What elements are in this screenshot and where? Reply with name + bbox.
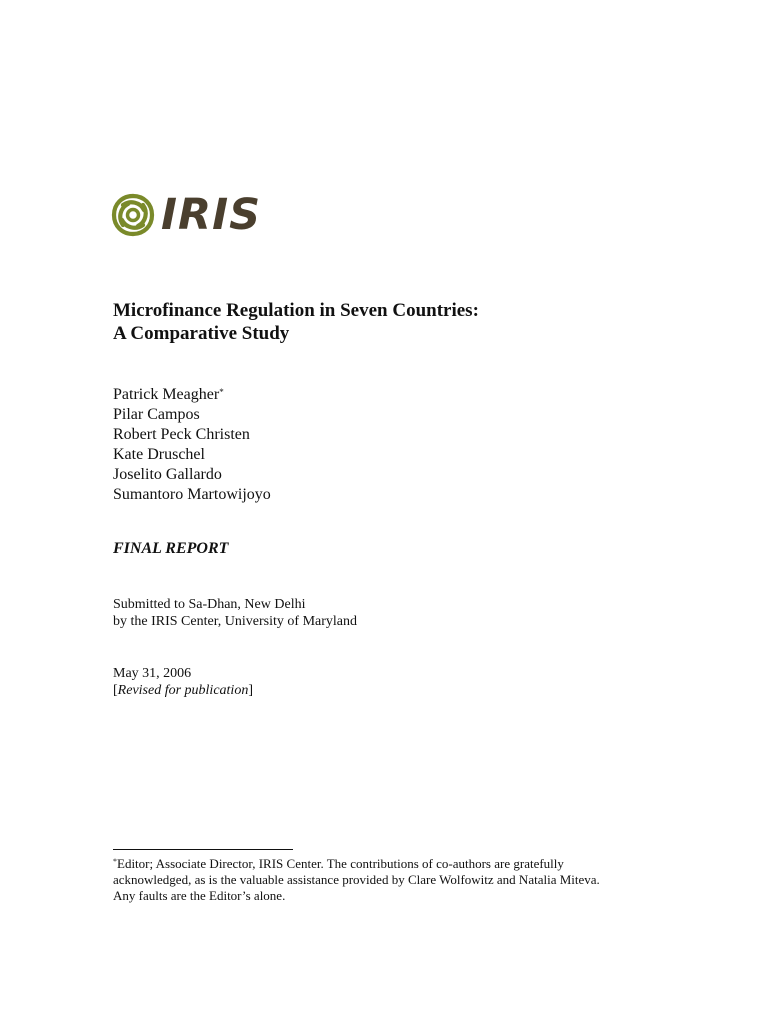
date-block (113, 665, 253, 699)
author-item: Joselito Gallardo (113, 466, 222, 483)
footnote-divider (113, 849, 293, 850)
title-line-2: A Comparative Study (113, 323, 290, 344)
footnote-line-3: Any faults are the Editor’s alone. (113, 888, 286, 903)
title-line-1: Microfinance Regulation in Seven Countries: (113, 300, 479, 321)
author-footnote-marker: * (219, 387, 224, 397)
revision-note (113, 682, 253, 699)
footnote (113, 856, 653, 904)
footnote-text-1: Editor; Associate Director, IRIS Center. The contributions of co-authors are gratefully (117, 856, 564, 871)
author-item: Pilar Campos (113, 406, 200, 423)
logo-wordmark: IRIS (161, 189, 262, 240)
revision-text: Revised for publication (117, 683, 249, 698)
author-item: Kate Druschel (113, 446, 205, 463)
author-name: Patrick Meagher (113, 386, 220, 403)
footnote-line-2: acknowledged, as is the valuable assistance provided by Clare Wolfowitz and Natalia Miteva. (113, 872, 600, 887)
footnote-line-1 (113, 856, 653, 872)
author-item (113, 385, 271, 405)
footnote-marker: * (113, 857, 117, 866)
report-date: May 31, 2006 (113, 666, 192, 681)
revision-bracket-open: [ (113, 683, 118, 698)
document-title (113, 299, 479, 345)
author-list (113, 385, 271, 505)
author-item: Sumantoro Martowijoyo (113, 486, 271, 503)
iris-swirl-icon (110, 192, 156, 238)
revision-bracket-close: ] (248, 683, 253, 698)
submission-line-1: Submitted to Sa-Dhan, New Delhi (113, 597, 306, 612)
report-type-label: FINAL REPORT (113, 540, 229, 557)
submission-info (113, 596, 357, 630)
iris-logo (110, 190, 261, 240)
submission-line-2: by the IRIS Center, University of Maryland (113, 614, 358, 629)
author-item: Robert Peck Christen (113, 426, 250, 443)
